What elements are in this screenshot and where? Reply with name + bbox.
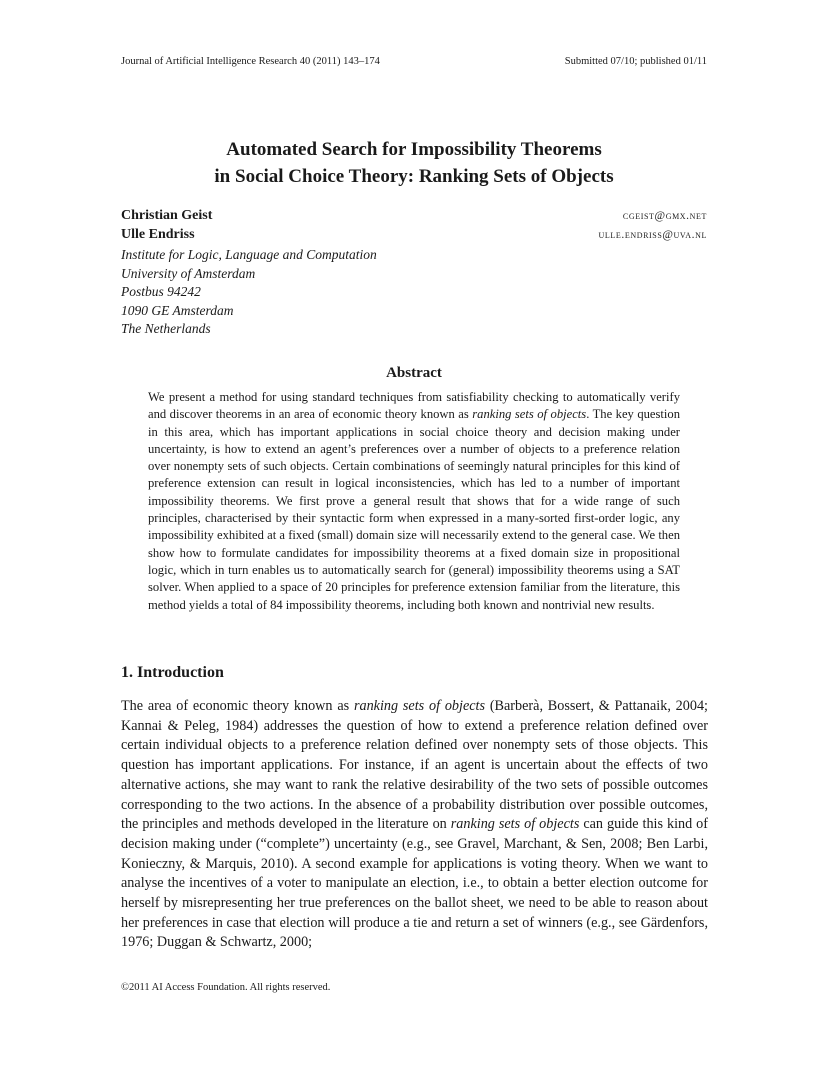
intro-text-part: (Barberà, Bossert, & Pattanaik, 2004; Kannai & Peleg, 1984) addresses the question of how to extend a preference relation defined over certain individual objects to a preference relation defined over nonempty sets of those objects. This question has important applications. For instance, if an agent is uncertain about the effects of two alternative actions, she may want to rank the relative desirability of the two sets of possible outcomes corresponding to the two actions. In the absence of a probability distribution over possible outcomes, the principles and methods developed in the literature on — [121, 698, 709, 833]
abstract-text — [148, 389, 680, 614]
intro-text-part: can guide this kind of decision making under (“complete”) uncertainty (e.g., see Gravel, Marchant, & Sen, 2008; Ben Larbi, Konieczny, & Marquis, 2010). A second example for applications is voting theory. When we want to analyse the incentives of a voter to manipulate an election, i.e., to obtain a better election outcome for herself by misrepresenting her true preferences on the ballot sheet, we need to be able to reason about her preferences in case that election will produce a tie and return a set of winners (e.g., see Gärdenfors, 1976; Duggan & Schwartz, 2000; — [121, 816, 709, 951]
author-row — [121, 227, 707, 246]
author-row — [121, 208, 707, 227]
running-header — [121, 56, 707, 67]
submission-dates: Submitted 07/10; published 01/11 — [564, 56, 707, 67]
affiliation-line: 1090 GE Amsterdam — [121, 302, 234, 318]
author-block — [121, 208, 707, 339]
abstract-text-part: We present a method for using standard techniques from satisfiability checking to automatically verify and discover theorems in an area of economic theory known as — [148, 390, 680, 422]
affiliation-line: Institute for Logic, Language and Computation — [121, 247, 377, 262]
paper-title — [0, 136, 828, 190]
affiliation-line: The Netherlands — [121, 321, 211, 336]
intro-text-part: The area of economic theory known as — [121, 698, 354, 714]
introduction-paragraph — [121, 697, 708, 953]
intro-emphasis: ranking sets of objects — [353, 698, 486, 714]
title-line-1: Automated Search for Impossibility Theorems — [226, 139, 602, 160]
journal-citation: Journal of Artificial Intelligence Research 40 (2011) 143–174 — [121, 56, 380, 67]
copyright-footer: ©2011 AI Access Foundation. All rights reserved. — [121, 982, 331, 993]
author-email[interactable]: cgeist@gmx.net — [622, 210, 707, 222]
abstract-emphasis: ranking sets of objects — [472, 407, 587, 422]
affiliation-line: Postbus 94242 — [121, 284, 201, 299]
section-heading: 1. Introduction — [121, 664, 224, 681]
affiliation-line: University of Amsterdam — [121, 265, 256, 281]
abstract-heading: Abstract — [386, 365, 442, 381]
author-email[interactable]: ulle.endriss@uva.nl — [598, 229, 707, 241]
abstract-text-part: . The key question in this area, which has important applications in social choice theory and decision making under uncertainty, is how to extend an agent’s preferences over a number of objects to a preference relation over nonempty sets of such objects. Certain combinations of seemingly natural principles for this kind of preference extension can result in logical inconsistencies, which has led to a number of important impossibility theorems. We first prove a general result that shows that for a wide range of such principles, characterised by their syntactic form when expressed in a many-sorted first-order logic, any impossibility exhibited at a fixed (small) domain size will necessarily extend to the general case. We then show how to formulate candidates for impossibility theorems at a fixed domain size in propositional logic, which in turn enables us to automatically search for (general) impossibility theorems using a SAT solver. When applied to a space of 20 principles for preference extension familiar from the literature, this method yields a total of 84 impossibility theorems, including both known and nontrivial new results. — [148, 407, 680, 612]
author-name: Ulle Endriss — [121, 227, 195, 242]
author-name: Christian Geist — [121, 208, 213, 223]
title-line-2: in Social Choice Theory: Ranking Sets of Objects — [214, 166, 614, 187]
intro-emphasis: ranking sets of objects — [450, 816, 580, 833]
